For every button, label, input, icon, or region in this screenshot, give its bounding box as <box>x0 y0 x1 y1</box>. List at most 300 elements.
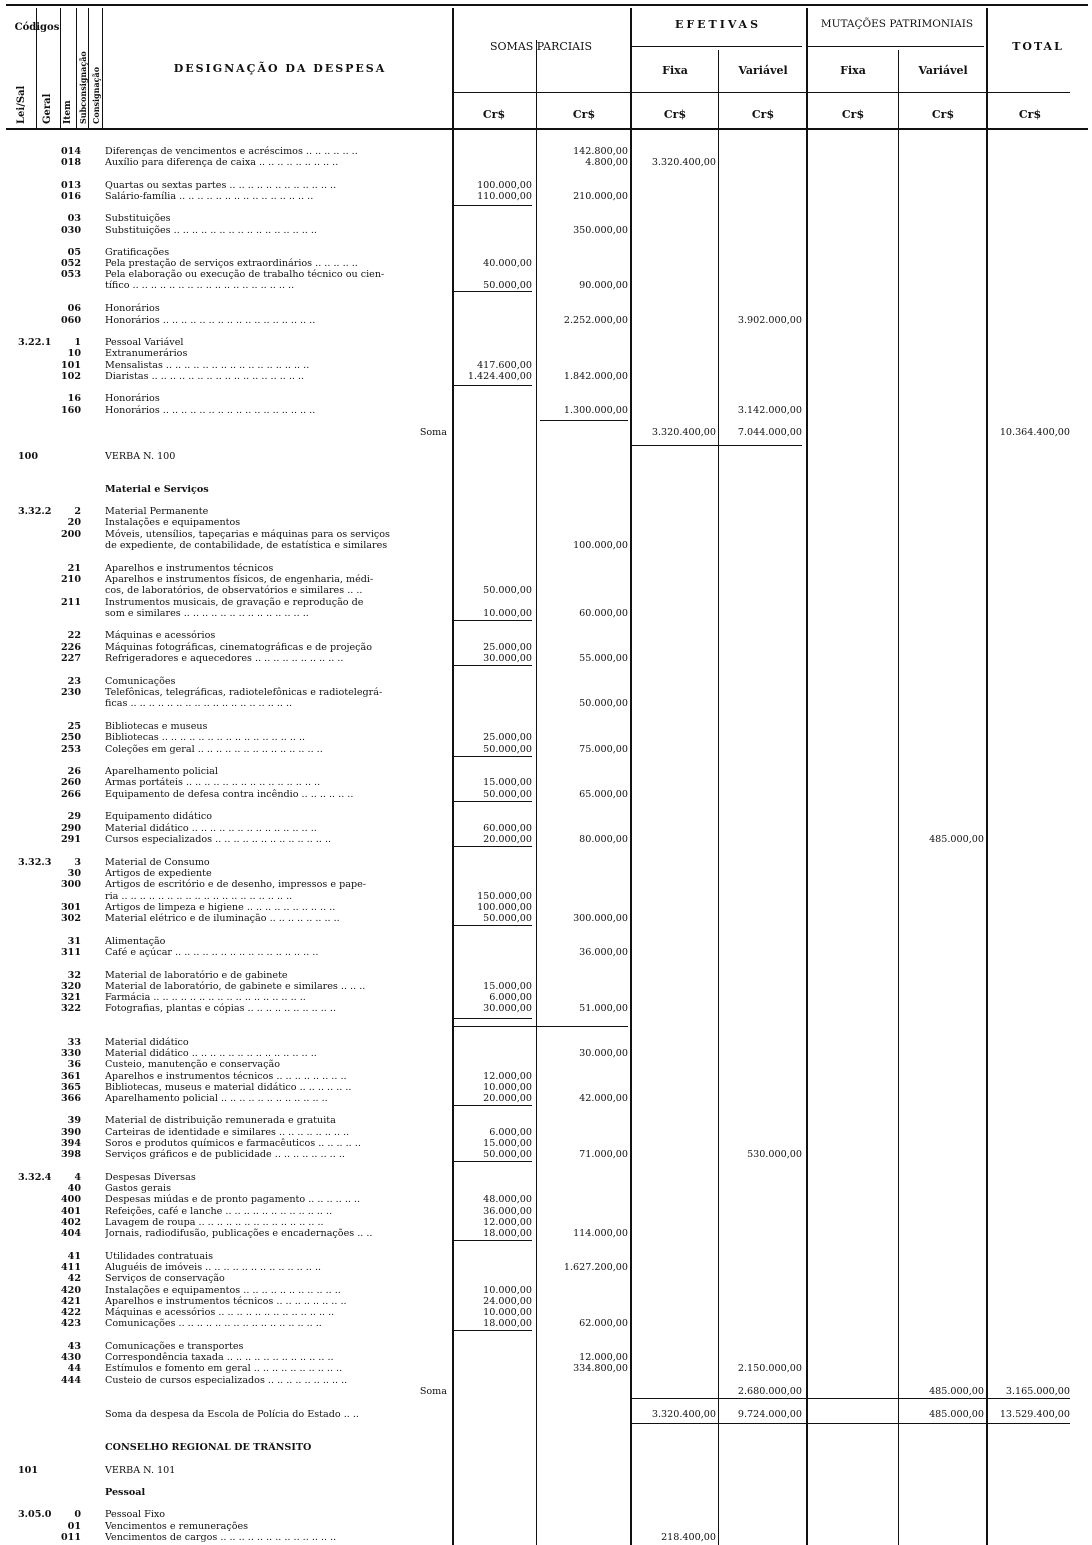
code-item: 013 <box>60 180 81 191</box>
soma-parcial-2: 114.000,00 <box>573 1228 628 1239</box>
table-row <box>0 427 1092 438</box>
total: 3.165.000,00 <box>1005 1386 1070 1397</box>
soma-parcial-1: 20.000,00 <box>483 1093 532 1104</box>
header-mutacoes: MUTAÇÕES PATRIMONIAIS <box>820 18 974 30</box>
description: Material de Consumo <box>105 857 210 868</box>
subtotal-rule <box>452 1026 628 1027</box>
description: Estímulos e fomento em geral .. .. .. .. .. .. .. .. .. .. <box>105 1363 343 1374</box>
subtotal-rule <box>452 756 532 757</box>
description: Honorários <box>105 393 160 404</box>
soma-parcial-1: 15.000,00 <box>483 981 532 992</box>
efetiva-variavel: 3.902.000,00 <box>737 315 802 326</box>
code-item: 400 <box>60 1194 81 1205</box>
table-row <box>0 360 1092 371</box>
table-row <box>0 1262 1092 1273</box>
code-item: 30 <box>67 868 81 879</box>
code-item: 011 <box>60 1532 81 1543</box>
table-row <box>0 1127 1092 1138</box>
table-row <box>0 879 1092 890</box>
code-geral: 101 <box>18 1465 39 1476</box>
efetiva-fixa: 3.320.400,00 <box>651 1409 716 1420</box>
description: Comunicações <box>105 676 176 687</box>
table-row <box>0 992 1092 1003</box>
description: Despesas Diversas <box>105 1172 196 1183</box>
soma-parcial-1: 60.000,00 <box>483 823 532 834</box>
table-row <box>0 1206 1092 1217</box>
table-row <box>0 484 1092 495</box>
code-item: 200 <box>60 529 81 540</box>
description: Vencimentos de cargos .. .. .. .. .. .. .. .. .. .. .. .. .. <box>105 1532 337 1543</box>
subtotal-rule <box>632 445 802 446</box>
soma-parcial-1: 24.000,00 <box>483 1296 532 1307</box>
description: Soma <box>419 427 447 438</box>
code-geral: 3.32.4 <box>18 1172 52 1183</box>
table-row <box>0 574 1092 585</box>
code-item: 39 <box>67 1115 81 1126</box>
table-row <box>0 1251 1092 1262</box>
table-row <box>0 1183 1092 1194</box>
soma-parcial-1: 150.000,00 <box>477 891 532 902</box>
code-item: 211 <box>60 597 81 608</box>
description: som e similares .. .. .. .. .. .. .. .. .. .. .. .. .. .. <box>105 608 309 619</box>
description: VERBA N. 100 <box>105 451 176 462</box>
code-item: 31 <box>67 936 81 947</box>
code-item: 42 <box>67 1273 81 1284</box>
table-row <box>0 1318 1092 1329</box>
currency-rule <box>452 92 1070 93</box>
code-item: 411 <box>60 1262 81 1273</box>
code-item: 030 <box>60 225 81 236</box>
table-row <box>0 337 1092 348</box>
table-row <box>0 823 1092 834</box>
efetiva-fixa: 218.400,00 <box>661 1532 716 1543</box>
table-row <box>0 1082 1092 1093</box>
table-row <box>0 1115 1092 1126</box>
table-row <box>0 258 1092 269</box>
code-item: 40 <box>67 1183 81 1194</box>
soma-parcial-1: 25.000,00 <box>483 732 532 743</box>
code-item: 365 <box>60 1082 81 1093</box>
col-rule-codigos-4 <box>88 8 89 128</box>
description: Máquinas e acessórios <box>105 630 216 641</box>
subtotal-rule <box>540 420 628 421</box>
code-item: 390 <box>60 1127 81 1138</box>
table-row <box>0 1409 1092 1420</box>
code-item: 404 <box>60 1228 81 1239</box>
efetiva-fixa: 3.320.400,00 <box>651 157 716 168</box>
col-rule-codigos-3 <box>76 8 77 128</box>
description: Farmácia .. .. .. .. .. .. .. .. .. .. .. .. .. .. .. .. .. <box>105 992 306 1003</box>
table-row <box>0 191 1092 202</box>
soma-parcial-2: 51.000,00 <box>579 1003 628 1014</box>
description: Gratificações <box>105 247 170 258</box>
soma-parcial-2: 42.000,00 <box>579 1093 628 1104</box>
table-row <box>0 642 1092 653</box>
table-row <box>0 1048 1092 1059</box>
table-row <box>0 1521 1092 1532</box>
soma-parcial-1: 30.000,00 <box>483 653 532 664</box>
description: Custeio, manutenção e conservação <box>105 1059 280 1070</box>
table-row <box>0 947 1092 958</box>
code-item: 290 <box>60 823 81 834</box>
description: Substituições .. .. .. .. .. .. .. .. .. .. .. .. .. .. .. .. <box>105 225 317 236</box>
table-row <box>0 280 1092 291</box>
description: Mensalistas .. .. .. .. .. .. .. .. .. .. .. .. .. .. .. .. <box>105 360 310 371</box>
description: Equipamento didático <box>105 811 213 822</box>
mutacoes-rule <box>808 46 984 47</box>
table-row <box>0 1194 1092 1205</box>
code-item: 101 <box>60 360 81 371</box>
table-row <box>0 1273 1092 1284</box>
table-row <box>0 789 1092 800</box>
code-geral: 3.22.1 <box>18 337 52 348</box>
header-lei: Lei/Sal <box>16 85 27 124</box>
description: Pela prestação de serviços extraordinários .. .. .. .. .. <box>105 258 358 269</box>
table-row <box>0 1509 1092 1520</box>
code-item: 053 <box>60 269 81 280</box>
soma-parcial-1: 1.424.400,00 <box>467 371 532 382</box>
table-row <box>0 1217 1092 1228</box>
code-item: 226 <box>60 642 81 653</box>
table-row <box>0 630 1092 641</box>
description: Instalações e equipamentos .. .. .. .. .. .. .. .. .. .. .. <box>105 1285 341 1296</box>
subtotal-rule <box>452 846 532 847</box>
col-rule-codigos-2 <box>60 8 61 128</box>
soma-parcial-2: 80.000,00 <box>579 834 628 845</box>
header-item: Item <box>63 100 73 124</box>
description: Extranumerários <box>105 348 188 359</box>
efetiva-variavel: 3.142.000,00 <box>737 405 802 416</box>
efetiva-variavel: 2.150.000,00 <box>737 1363 802 1374</box>
col-rule-codigos-5 <box>102 8 103 128</box>
soma-parcial-2: 90.000,00 <box>579 280 628 291</box>
description: Comunicações .. .. .. .. .. .. .. .. .. .. .. .. .. .. .. .. <box>105 1318 322 1329</box>
table-row <box>0 563 1092 574</box>
description: Diaristas .. .. .. .. .. .. .. .. .. .. .. .. .. .. .. .. .. <box>105 371 305 382</box>
table-row <box>0 213 1092 224</box>
soma-parcial-2: 71.000,00 <box>579 1149 628 1160</box>
description: Honorários .. .. .. .. .. .. .. .. .. .. .. .. .. .. .. .. .. <box>105 315 316 326</box>
table-row <box>0 1386 1092 1397</box>
table-row <box>0 1532 1092 1543</box>
soma-parcial-2: 210.000,00 <box>573 191 628 202</box>
soma-parcial-2: 12.000,00 <box>579 1352 628 1363</box>
table-row <box>0 1296 1092 1307</box>
description: Pela elaboração ou execução de trabalho técnico ou cien- <box>105 269 385 280</box>
header-somas-parciais: SOMAS PARCIAIS <box>490 40 592 53</box>
description: Despesas miúdas e de pronto pagamento .. .. .. .. .. .. <box>105 1194 361 1205</box>
description: Serviços gráficos e de publicidade .. .. .. .. .. .. .. .. <box>105 1149 345 1160</box>
header-currency-sp1: Cr$ <box>482 108 506 121</box>
table-row <box>0 970 1092 981</box>
code-geral: 100 <box>18 451 39 462</box>
table-row <box>0 315 1092 326</box>
table-row <box>0 857 1092 868</box>
soma-parcial-1: 417.600,00 <box>477 360 532 371</box>
code-item: 320 <box>60 981 81 992</box>
description: Honorários <box>105 303 160 314</box>
soma-parcial-2: 50.000,00 <box>579 698 628 709</box>
code-item: 210 <box>60 574 81 585</box>
description: Vencimentos e remunerações <box>105 1521 249 1532</box>
soma-parcial-2: 334.800,00 <box>573 1363 628 1374</box>
code-item: 300 <box>60 879 81 890</box>
code-item: 421 <box>60 1296 81 1307</box>
soma-parcial-1: 48.000,00 <box>483 1194 532 1205</box>
subtotal-rule <box>632 1423 1070 1424</box>
table-row <box>0 981 1092 992</box>
efetiva-variavel: 2.680.000,00 <box>737 1386 802 1397</box>
soma-parcial-2: 60.000,00 <box>579 608 628 619</box>
soma-parcial-1: 100.000,00 <box>477 902 532 913</box>
code-item: 36 <box>67 1059 81 1070</box>
soma-parcial-1: 110.000,00 <box>477 191 532 202</box>
description: Honorários .. .. .. .. .. .. .. .. .. .. .. .. .. .. .. .. .. <box>105 405 316 416</box>
code-item: 230 <box>60 687 81 698</box>
description: Bibliotecas, museus e material didático .. .. .. .. .. .. <box>105 1082 352 1093</box>
code-item: 322 <box>60 1003 81 1014</box>
table-row <box>0 1465 1092 1476</box>
soma-parcial-1: 6.000,00 <box>489 992 532 1003</box>
description: CONSELHO REGIONAL DE TRÂNSITO <box>105 1442 312 1453</box>
description: Material didático .. .. .. .. .. .. .. .. .. .. .. .. .. .. <box>105 1048 317 1059</box>
total: 13.529.400,00 <box>999 1409 1070 1420</box>
description: Salário-família .. .. .. .. .. .. .. .. .. .. .. .. .. .. .. <box>105 191 314 202</box>
code-item: 26 <box>67 766 81 777</box>
soma-parcial-1: 18.000,00 <box>483 1228 532 1239</box>
code-geral: 3.32.3 <box>18 857 52 868</box>
description: Aparelhamento policial .. .. .. .. .. .. .. .. .. .. .. .. <box>105 1093 328 1104</box>
code-item: 06 <box>67 303 81 314</box>
code-item: 060 <box>60 315 81 326</box>
header-efetivas: EFETIVAS <box>674 18 762 31</box>
soma-parcial-1: 12.000,00 <box>483 1217 532 1228</box>
description: Refeições, café e lanche .. .. .. .. .. .. .. .. .. .. .. .. <box>105 1206 333 1217</box>
soma-parcial-1: 50.000,00 <box>483 280 532 291</box>
code-item: 43 <box>67 1341 81 1352</box>
soma-parcial-2: 2.252.000,00 <box>563 315 628 326</box>
soma-parcial-1: 12.000,00 <box>483 1071 532 1082</box>
table-row <box>0 653 1092 664</box>
code-item: 22 <box>67 630 81 641</box>
code-item: 366 <box>60 1093 81 1104</box>
table-row <box>0 451 1092 462</box>
table-row <box>0 1172 1092 1183</box>
header-currency-mf: Cr$ <box>841 108 865 121</box>
description: Material didático <box>105 1037 189 1048</box>
table-row <box>0 676 1092 687</box>
table-row <box>0 597 1092 608</box>
table-row <box>0 585 1092 596</box>
description: Diferenças de vencimentos e acréscimos .. .. .. .. .. .. <box>105 146 358 157</box>
code-item: 4 <box>74 1172 81 1183</box>
total: 10.364.400,00 <box>999 427 1070 438</box>
table-row <box>0 393 1092 404</box>
soma-parcial-1: 10.000,00 <box>483 1285 532 1296</box>
code-item: 01 <box>67 1521 81 1532</box>
table-row <box>0 303 1092 314</box>
soma-parcial-1: 25.000,00 <box>483 642 532 653</box>
code-item: 25 <box>67 721 81 732</box>
subtotal-rule <box>452 291 532 292</box>
table-row <box>0 913 1092 924</box>
description: Cursos especializados .. .. .. .. .. .. .. .. .. .. .. .. .. <box>105 834 332 845</box>
mutacao-variavel: 485.000,00 <box>929 1386 984 1397</box>
table-row <box>0 1375 1092 1386</box>
description: Aparelhos e instrumentos físicos, de engenharia, médi- <box>105 574 374 585</box>
code-item: 330 <box>60 1048 81 1059</box>
description: de expediente, de contabilidade, de estatística e similares <box>105 540 388 551</box>
code-item: 402 <box>60 1217 81 1228</box>
description: Substituições <box>105 213 171 224</box>
code-item: 423 <box>60 1318 81 1329</box>
soma-parcial-2: 1.300.000,00 <box>563 405 628 416</box>
header-designacao: DESIGNAÇÃO DA DESPESA <box>173 62 387 75</box>
description: Material Permanente <box>105 506 209 517</box>
description: Soma <box>419 1386 447 1397</box>
soma-parcial-2: 142.800,00 <box>573 146 628 157</box>
soma-parcial-1: 36.000,00 <box>483 1206 532 1217</box>
description: Material de laboratório e de gabinete <box>105 970 288 981</box>
code-item: 0 <box>74 1509 81 1520</box>
table-row <box>0 1059 1092 1070</box>
soma-parcial-1: 10.000,00 <box>483 1307 532 1318</box>
table-row <box>0 180 1092 191</box>
code-item: 311 <box>60 947 81 958</box>
description: Auxílio para diferença de caixa .. .. .. .. .. .. .. .. .. <box>105 157 339 168</box>
table-row <box>0 902 1092 913</box>
subtotal-rule <box>452 1018 532 1019</box>
subtotal-rule <box>452 205 532 206</box>
code-item: 16 <box>67 393 81 404</box>
table-row <box>0 766 1092 777</box>
description: Refrigeradores e aquecedores .. .. .. .. .. .. .. .. .. .. <box>105 653 344 664</box>
description: Material e Serviços <box>105 484 209 495</box>
soma-parcial-2: 1.842.000,00 <box>563 371 628 382</box>
code-item: 41 <box>67 1251 81 1262</box>
soma-parcial-2: 65.000,00 <box>579 789 628 800</box>
code-item: 10 <box>67 348 81 359</box>
efetiva-variavel: 7.044.000,00 <box>737 427 802 438</box>
table-row <box>0 348 1092 359</box>
soma-parcial-2: 36.000,00 <box>579 947 628 958</box>
efetiva-variavel: 9.724.000,00 <box>737 1409 802 1420</box>
table-row <box>0 1341 1092 1352</box>
code-item: 253 <box>60 744 81 755</box>
soma-parcial-1: 100.000,00 <box>477 180 532 191</box>
description: Bibliotecas .. .. .. .. .. .. .. .. .. .. .. .. .. .. .. .. <box>105 732 306 743</box>
code-item: 05 <box>67 247 81 258</box>
code-item: 302 <box>60 913 81 924</box>
table-row <box>0 1352 1092 1363</box>
description: VERBA N. 101 <box>105 1465 176 1476</box>
description: Serviços de conservação <box>105 1273 225 1284</box>
subtotal-rule <box>452 925 532 926</box>
description: Pessoal Variável <box>105 337 184 348</box>
code-item: 422 <box>60 1307 81 1318</box>
description: Bibliotecas e museus <box>105 721 208 732</box>
table-row <box>0 146 1092 157</box>
table-row <box>0 1307 1092 1318</box>
table-row <box>0 698 1092 709</box>
header-geral: Geral <box>42 93 53 124</box>
subtotal-rule <box>452 385 532 386</box>
description: tífico .. .. .. .. .. .. .. .. .. .. .. .. .. .. .. .. .. .. <box>105 280 295 291</box>
code-item: 394 <box>60 1138 81 1149</box>
table-row <box>0 936 1092 947</box>
description: Móveis, utensílios, tapeçarias e máquinas para os serviços <box>105 529 390 540</box>
description: Material elétrico e de iluminação .. .. .. .. .. .. .. .. <box>105 913 340 924</box>
code-item: 21 <box>67 563 81 574</box>
soma-parcial-2: 350.000,00 <box>573 225 628 236</box>
header-total: TOTAL <box>1012 40 1064 53</box>
description: Custeio de cursos especializados .. .. .. .. .. .. .. .. .. <box>105 1375 348 1386</box>
code-item: 160 <box>60 405 81 416</box>
header-currency-total: Cr$ <box>1018 108 1042 121</box>
table-row <box>0 540 1092 551</box>
code-item: 03 <box>67 213 81 224</box>
code-item: 291 <box>60 834 81 845</box>
header-currency-mv: Cr$ <box>931 108 955 121</box>
soma-parcial-1: 50.000,00 <box>483 789 532 800</box>
table-row <box>0 405 1092 416</box>
table-row <box>0 1037 1092 1048</box>
description: Lavagem de roupa .. .. .. .. .. .. .. .. .. .. .. .. .. .. <box>105 1217 324 1228</box>
subtotal-rule <box>452 1330 532 1331</box>
code-item: 250 <box>60 732 81 743</box>
table-row <box>0 1071 1092 1082</box>
table-row <box>0 891 1092 902</box>
code-item: 301 <box>60 902 81 913</box>
code-geral: 3.32.2 <box>18 506 52 517</box>
soma-parcial-1: 6.000,00 <box>489 1127 532 1138</box>
description: Aparelhamento policial <box>105 766 218 777</box>
description: Pessoal Fixo <box>105 1509 166 1520</box>
table-row <box>0 506 1092 517</box>
header-consignacao: Consignação <box>91 66 101 124</box>
code-item: 420 <box>60 1285 81 1296</box>
header-currency-sp2: Cr$ <box>572 108 596 121</box>
code-item: 016 <box>60 191 81 202</box>
soma-parcial-1: 30.000,00 <box>483 1003 532 1014</box>
table-row <box>0 225 1092 236</box>
description: Jornais, radiodifusão, publicações e encadernações .. .. <box>105 1228 373 1239</box>
header-subconsignacao: Subconsignação <box>78 51 88 124</box>
description: Alimentação <box>105 936 166 947</box>
soma-parcial-2: 55.000,00 <box>579 653 628 664</box>
code-item: 266 <box>60 789 81 800</box>
table-row <box>0 269 1092 280</box>
soma-parcial-1: 10.000,00 <box>483 1082 532 1093</box>
soma-parcial-2: 300.000,00 <box>573 913 628 924</box>
soma-parcial-1: 50.000,00 <box>483 585 532 596</box>
code-item: 1 <box>74 337 81 348</box>
header-currency-ev: Cr$ <box>751 108 775 121</box>
description: Gastos gerais <box>105 1183 172 1194</box>
code-item: 014 <box>60 146 81 157</box>
table-row <box>0 721 1092 732</box>
soma-parcial-1: 15.000,00 <box>483 777 532 788</box>
description: Material didático .. .. .. .. .. .. .. .. .. .. .. .. .. .. <box>105 823 317 834</box>
description: Aparelhos e instrumentos técnicos .. .. .. .. .. .. .. .. <box>105 1296 347 1307</box>
top-border <box>6 4 1088 6</box>
code-item: 3 <box>74 857 81 868</box>
efetiva-fixa: 3.320.400,00 <box>651 427 716 438</box>
description: ficas .. .. .. .. .. .. .. .. .. .. .. .. .. .. .. .. .. .. <box>105 698 293 709</box>
description: Material de distribuição remunerada e gratuita <box>105 1115 336 1126</box>
description: Coleções em geral .. .. .. .. .. .. .. .. .. .. .. .. .. .. <box>105 744 323 755</box>
description: Material de laboratório, de gabinete e similares .. .. .. <box>105 981 366 992</box>
